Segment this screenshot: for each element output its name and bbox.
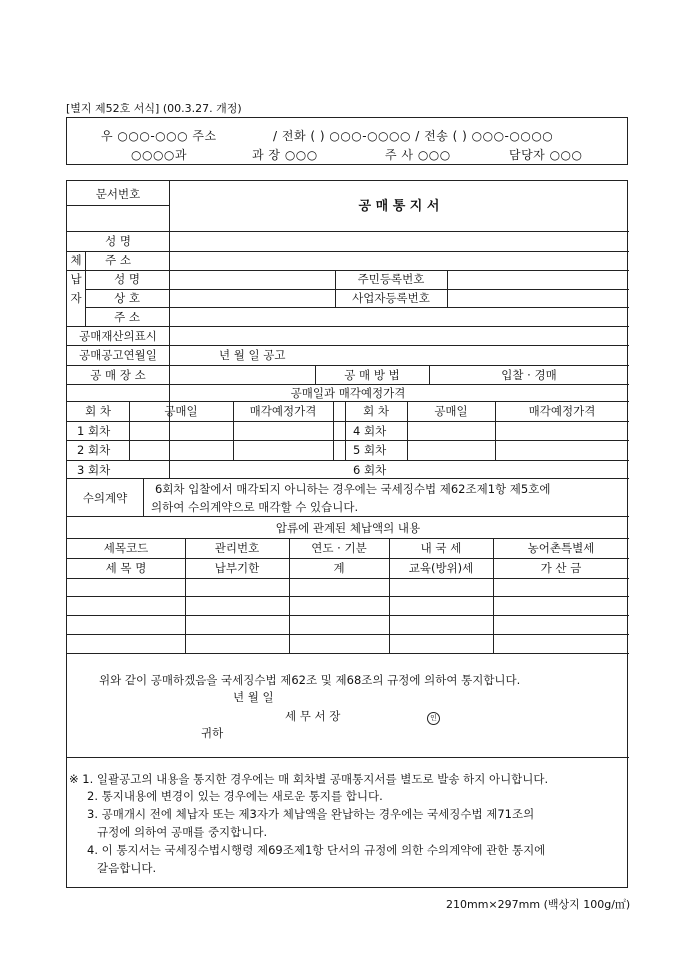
staff-in-charge: 담당자 ○○○ xyxy=(509,148,583,162)
arrears-header-1-3: 연도 · 기분 xyxy=(311,541,367,555)
round-1: 1 회차 xyxy=(77,424,111,438)
round-3: 3 회차 xyxy=(77,463,111,477)
arrears-header-2-2: 납부기한 xyxy=(214,561,260,575)
department: ○○○○과 xyxy=(131,148,187,162)
note-4-cont: 갈음합니다. xyxy=(97,861,157,875)
private-contract-text-2: 의하여 수의계약으로 매각할 수 있습니다. xyxy=(151,500,359,514)
sender-info-box xyxy=(66,117,628,165)
taxpayer-char-1: 체 xyxy=(70,253,82,267)
note-1: ※ 1. 일괄공고의 내용을 통지한 경우에는 매 회차별 공매통지서를 별도로 발송 하지 아니합니다. xyxy=(69,772,549,786)
round-5: 5 회차 xyxy=(353,443,387,457)
tax-office-head: 세 무 서 장 xyxy=(285,709,341,723)
statement: 위와 같이 공매하겠음을 국세징수법 제62조 및 제68조의 규정에 의하여 통지합니다. xyxy=(99,673,521,687)
round-2: 2 회차 xyxy=(77,443,111,457)
phone-fax: / 전화 ( ) ○○○-○○○○ / 전송 ( ) ○○○-○○○○ xyxy=(273,129,554,143)
officer: 주 사 ○○○ xyxy=(385,148,451,162)
seal-mark xyxy=(427,709,440,725)
arrears-header-1-2: 관리번호 xyxy=(214,541,260,555)
form-label: [별지 제52호 서식] (00.3.27. 개정) xyxy=(66,102,242,115)
property-label: 공매재산의표시 xyxy=(79,329,157,343)
taxpayer-name-label: 성 명 xyxy=(114,272,140,286)
round-4: 4 회차 xyxy=(353,424,387,438)
arrears-header-2-3: 계 xyxy=(333,561,345,575)
doc-number-label: 문서번호 xyxy=(95,187,141,201)
arrears-title: 압류에 관계된 체납액의 내용 xyxy=(275,521,421,535)
arrears-header-2-1: 세 목 명 xyxy=(105,561,147,575)
recipient: 귀하 xyxy=(201,726,224,740)
note-2: 2. 통지내용에 변경이 있는 경우에는 새로운 통지를 합니다. xyxy=(87,789,383,803)
taxpayer-address-label: 주 소 xyxy=(114,310,140,324)
taxpayer-char-2: 납 xyxy=(70,272,82,286)
paper-spec: 210mm×297mm (백상지 100g/㎡) xyxy=(446,898,631,911)
col-date-right: 공매일 xyxy=(434,404,468,418)
notice-form xyxy=(66,180,628,888)
business-number-label: 사업자등록번호 xyxy=(352,291,430,305)
round-6: 6 회차 xyxy=(353,463,387,477)
address-label: 주 소 xyxy=(105,253,131,267)
col-price-right: 매각예정가격 xyxy=(528,404,596,418)
notice-date-label: 공매공고연월일 xyxy=(79,348,157,362)
arrears-header-2-5: 가 산 금 xyxy=(540,561,582,575)
date-line: 년 월 일 xyxy=(233,690,274,704)
note-4: 4. 이 통지서는 국세징수법시행령 제69조제1항 단서의 규정에 의한 수의계약에 관한 통지에 xyxy=(87,843,546,857)
col-price-left: 매각예정가격 xyxy=(249,404,317,418)
page-title: 공 매 통 지 서 xyxy=(358,199,440,214)
postal-address: 우 ○○○-○○○ 주소 xyxy=(101,129,217,143)
section-chief: 과 장 ○○○ xyxy=(252,148,318,162)
col-round-right: 회 차 xyxy=(363,404,389,418)
name-label: 성 명 xyxy=(105,234,131,248)
arrears-header-1-4: 내 국 세 xyxy=(420,541,462,555)
arrears-header-2-4: 교육(방위)세 xyxy=(408,561,474,575)
col-round-left: 회 차 xyxy=(85,404,111,418)
resident-number-label: 주민등록번호 xyxy=(357,272,425,286)
private-contract-text-1: 6회차 입찰에서 매각되지 아니하는 경우에는 국세징수법 제62조제1항 제5호에 xyxy=(155,482,551,496)
arrears-header-1-1: 세목코드 xyxy=(103,541,149,555)
arrears-header-1-5: 농어촌특별세 xyxy=(527,541,595,555)
taxpayer-trade-label: 상 호 xyxy=(114,291,140,305)
auction-place-label: 공 매 장 소 xyxy=(90,368,146,382)
auction-method-label: 공 매 방 법 xyxy=(344,368,400,382)
note-3: 3. 공매개시 전에 체납자 또는 제3자가 체납액을 완납하는 경우에는 국세징수법 제71조의 xyxy=(87,807,535,821)
notice-date-value: 년 월 일 공고 xyxy=(219,348,286,362)
private-contract-label: 수의계약 xyxy=(82,491,128,505)
auction-method-value: 입찰 · 경매 xyxy=(501,368,557,382)
seal-icon: 인 xyxy=(427,712,440,725)
note-3-cont: 규정에 의하여 공매를 중지합니다. xyxy=(97,825,268,839)
taxpayer-char-3: 자 xyxy=(70,291,82,305)
schedule-title: 공매일과 매각예정가격 xyxy=(290,386,406,400)
col-date-left: 공매일 xyxy=(164,404,198,418)
